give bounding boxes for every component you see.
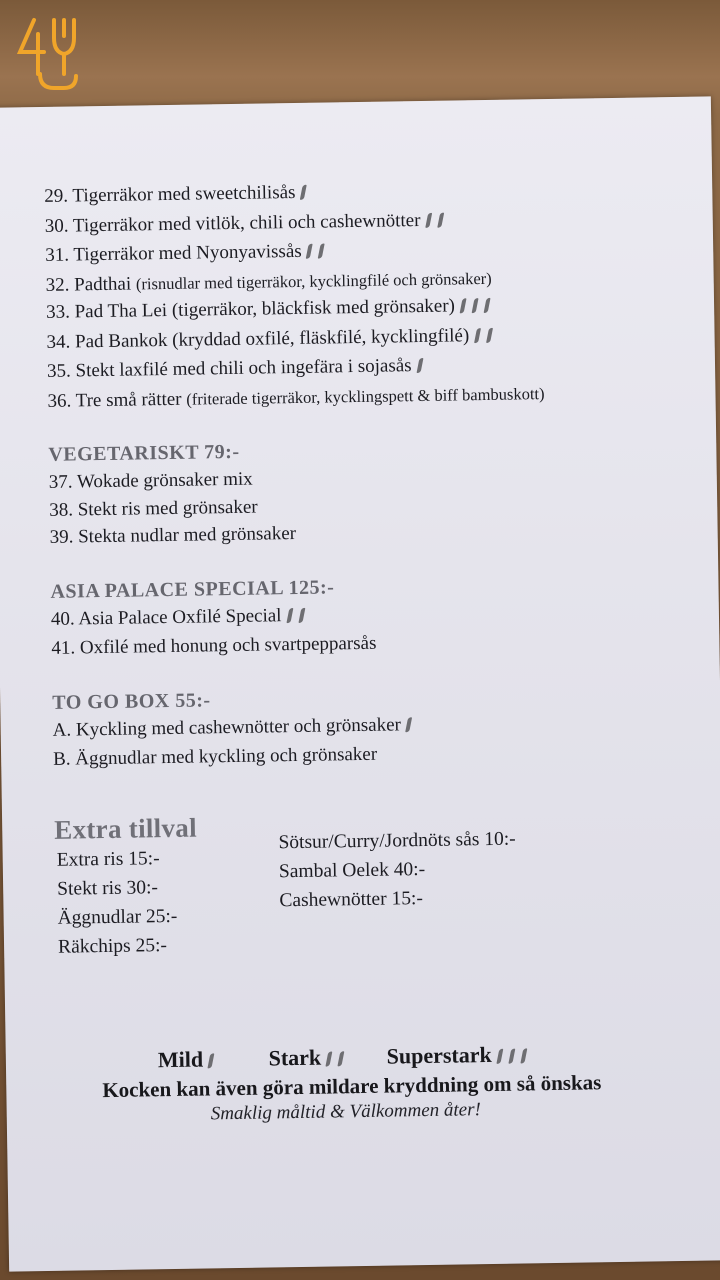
pepper-icon-group [287,603,311,631]
pepper-icon-group [417,354,429,382]
legend-superstark-label: Superstark [386,1041,492,1069]
welcome-text: Smaklig måltid & Välkommen åter! [210,1099,482,1125]
section-title-special: ASIA PALACE SPECIAL 125:- [50,575,335,603]
pepper-icon-group [209,1048,221,1074]
extra-title: Extra tillval [54,812,198,845]
legend-stark [268,1044,351,1073]
chili-pepper-icon [300,185,307,200]
pepper-icon-group [426,208,450,236]
chili-pepper-icon [298,607,305,622]
menu-item-text: A. Kyckling med cashewnötter och grönsaker [52,713,402,741]
extra-item: Sötsur/Curry/Jordnöts sås 10:- [278,828,516,853]
menu-item-text: 39. Stekta nudlar med grönsaker [49,522,297,548]
chili-pepper-icon [208,1053,215,1068]
chili-pepper-icon [338,1051,345,1066]
menu-item-text: 37. Wokade grönsaker mix [48,468,253,493]
chili-pepper-icon [405,717,412,732]
vegetarian-list [49,459,690,552]
chili-pepper-icon [508,1049,515,1064]
legend-mild-label: Mild [157,1046,204,1073]
menu-item-text: 40. Asia Palace Oxfilé Special [50,604,282,630]
extra-item: Stekt ris 30:- [57,876,159,900]
extra-item: Extra ris 15:- [56,847,160,871]
menu-item-text: 35. Stekt laxfilé med chili och ingefära i sojasås [46,355,412,382]
menu-item-text: 33. Pad Tha Lei (tigerräkor, bläckfisk med grönsaker) [45,295,456,323]
menu-item-text: 31. Tigerräkor med Nyonyavissås [45,240,302,266]
chili-pepper-icon [483,298,490,313]
menu-page [0,96,720,1271]
chili-pepper-icon [286,608,293,623]
pepper-icon-group [308,239,332,267]
menu-item-text: 36. Tre små rätter [47,388,187,412]
fork-logo-icon [14,12,90,92]
menu-item-text: 34. Pad Bankok (kryddad oxfilé, fläskfilé, kycklingfilé) [46,324,470,353]
section-title-vegetarian: VEGETARISKT 79:- [48,440,240,466]
extras-left-column [56,843,177,961]
spice-legend [101,1026,720,1127]
legend-mild [158,1046,222,1075]
special-list [51,595,692,662]
pepper-icon-group [498,1043,534,1070]
menu-item-description: (friterade tigerräkor, kycklingspett & biff bambuskott) [186,383,545,409]
menu-item-text: B. Äggnudlar med kyckling och grönsaker [52,743,378,770]
chili-pepper-icon [437,212,444,227]
section-title-togo: TO GO BOX 55:- [52,688,211,714]
pepper-icon-group [327,1046,351,1072]
extras-right-column [278,824,517,915]
extra-item: Räkchips 25:- [57,934,168,958]
chili-pepper-icon [318,243,325,258]
pepper-icon-group [475,323,499,351]
chili-pepper-icon [486,327,493,342]
menu-item-text: 29. Tigerräkor med sweetchilisås [44,181,296,207]
menu-item-text: 41. Oxfilé med honung och svartpepparsås [51,632,377,659]
chili-pepper-icon [471,298,478,313]
chili-pepper-icon [520,1048,527,1063]
chili-pepper-icon [459,298,466,313]
extra-item: Cashewnötter 15:- [279,887,424,911]
menu-item-description: (risnudlar med tigerräkor, kycklingfilé och grönsaker) [135,268,492,293]
chili-pepper-icon [416,358,423,373]
togo-list [52,706,693,773]
pepper-icon-group [301,181,313,209]
legend-row [101,1026,720,1076]
menu-item-text: 32. Padthai [45,272,137,296]
menu-item-text: 30. Tigerräkor med vitlök, chili och cashewnötter [44,209,421,237]
chili-pepper-icon [496,1049,503,1064]
extra-item: Sambal Oelek 40:- [278,858,426,882]
chili-pepper-icon [306,244,313,259]
legend-stark-label: Stark [268,1044,322,1071]
main-dish-list [44,173,688,415]
legend-superstark [386,1041,534,1071]
menu-content [44,173,696,965]
menu-item-text: 38. Stekt ris med grönsaker [49,496,258,521]
chili-pepper-icon [326,1051,333,1066]
chili-pepper-icon [474,328,481,343]
chili-pepper-icon [425,212,432,227]
spice-note: Kocken kan även göra mildare kryddning om så önskas [102,1070,602,1103]
pepper-icon-group [461,294,497,322]
pepper-icon-group [407,713,419,741]
extra-item: Äggnudlar 25:- [57,905,178,929]
